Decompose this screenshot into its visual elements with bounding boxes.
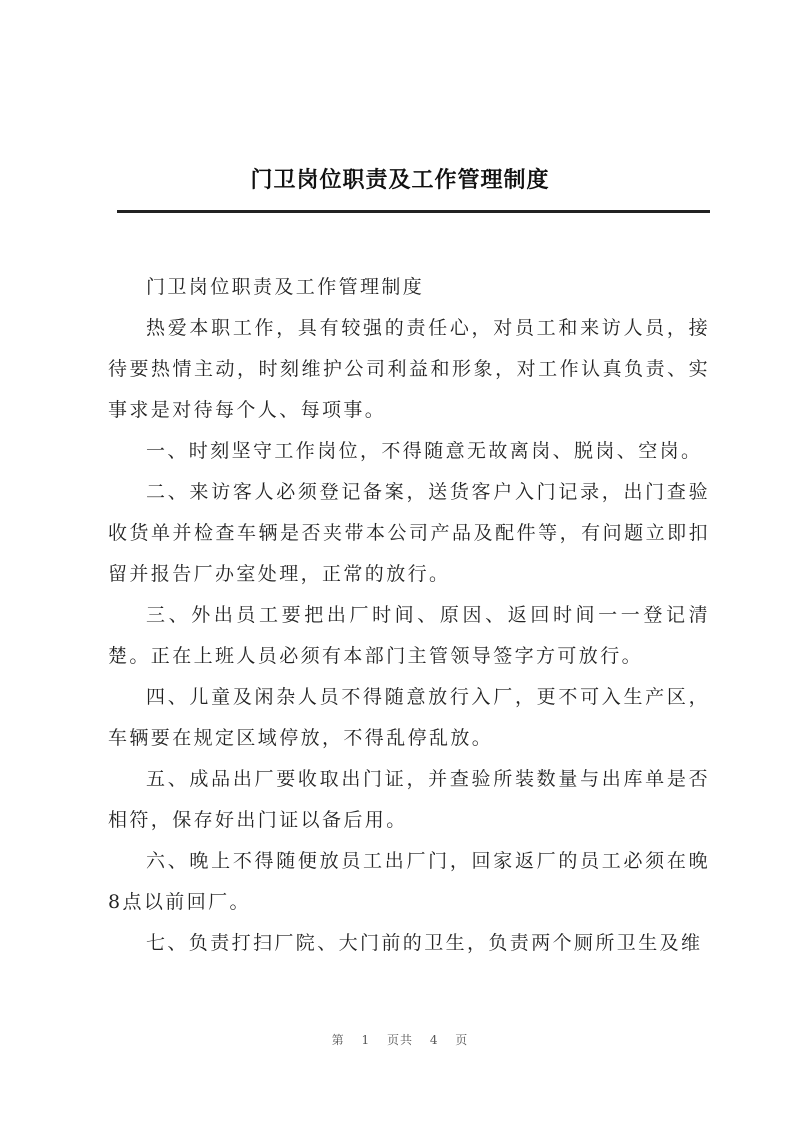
paragraph-rule-2: 二、来访客人必须登记备案，送货客户入门记录，出门查验收货单并检查车辆是否夹带本公司产品及配件等，有问题立即扣留并报告厂办室处理，正常的放行。 (108, 481, 710, 585)
footer-total-pages: 4 (429, 1033, 439, 1047)
paragraph-rule-3: 三、外出员工要把出厂时间、原因、返回时间一一登记清楚。正在上班人员必须有本部门主管领导签字方可放行。 (108, 604, 710, 667)
document-body (108, 267, 710, 964)
title-divider (117, 210, 710, 213)
paragraph-rule-4: 四、儿童及闲杂人员不得随意放行入厂，更不可入生产区，车辆要在规定区域停放，不得乱停乱放。 (108, 686, 710, 749)
page-footer (0, 1031, 800, 1048)
paragraph-rule-7: 七、负责打扫厂院、大门前的卫生，负责两个厕所卫生及维 (146, 932, 703, 954)
paragraph-heading: 门卫岗位职责及工作管理制度 (146, 276, 425, 298)
paragraph-intro: 热爱本职工作，具有较强的责任心，对员工和来访人员，接待要热情主动，时刻维护公司利益和形象，对工作认真负责、实事求是对待每个人、每项事。 (108, 317, 710, 421)
paragraph-rule-5: 五、成品出厂要收取出门证，并查验所装数量与出库单是否相符，保存好出门证以备后用。 (108, 768, 710, 831)
paragraph-rule-1: 一、时刻坚守工作岗位，不得随意无故离岗、脱岗、空岗。 (146, 440, 703, 462)
footer-current-page: 1 (361, 1033, 371, 1047)
footer-suffix: 页 (455, 1033, 469, 1047)
footer-prefix: 第 (331, 1033, 345, 1047)
footer-middle: 页共 (386, 1033, 413, 1047)
paragraph-rule-6: 六、晚上不得随便放员工出厂门，回家返厂的员工必须在晚8点以前回厂。 (108, 850, 710, 913)
document-title: 门卫岗位职责及工作管理制度 (250, 167, 550, 193)
